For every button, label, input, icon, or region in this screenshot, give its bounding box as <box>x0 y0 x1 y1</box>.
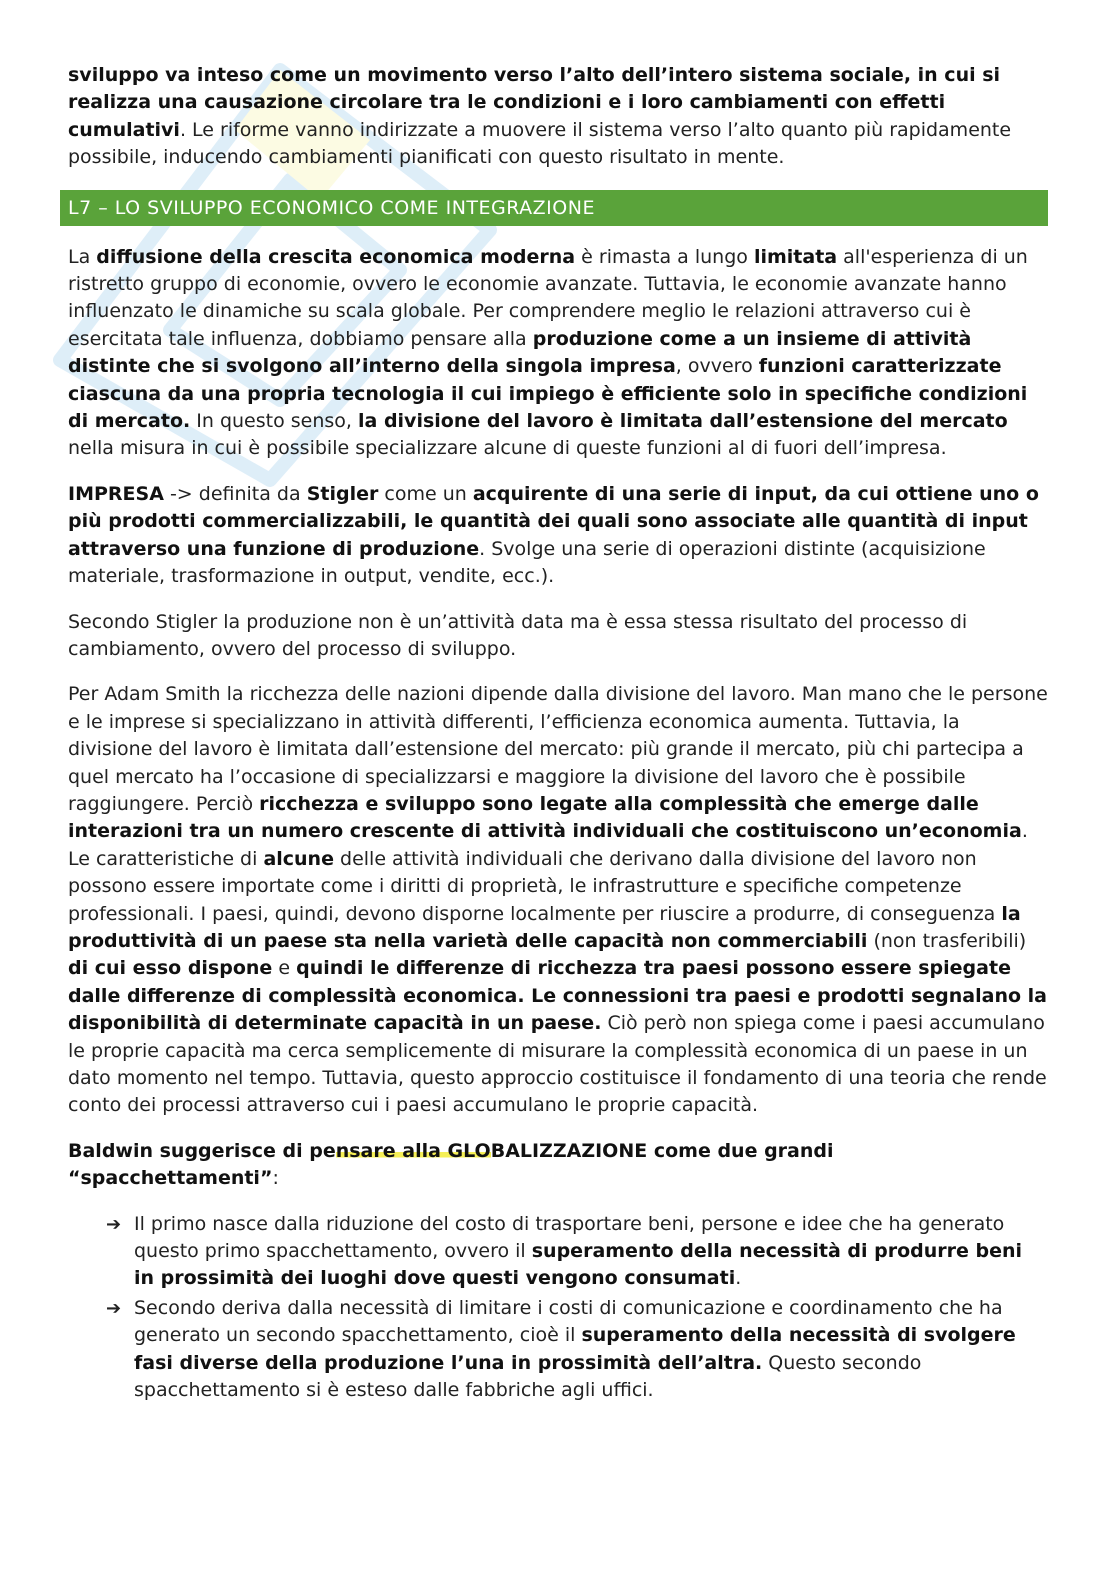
document-page <box>68 62 1048 1406</box>
section-heading: L7 – LO SVILUPPO ECONOMICO COME INTEGRAZIONE <box>60 190 1048 226</box>
paragraph-baldwin: Baldwin suggerisce di pensare alla GLOBALIZZAZIONE come due grandi “spacchettamenti”: <box>68 1139 834 1190</box>
highlighted-text: nsare alla GLO <box>335 1139 491 1162</box>
arrow-right-icon: ➔ <box>106 1297 122 1319</box>
paragraph-adam-smith: Per Adam Smith la ricchezza delle nazioni dipende dalla divisione del lavoro. Man mano che le persone e le imprese si specializzano in attività differenti, l’efficienza economica aumenta. Tuttavia, la divisione del lavoro è limitata dall’estensione del mercato: più grande il mercato, più chi partecipa a quel mercato ha l’occasione di specializzarsi e maggiore la divisione del lavoro che è possibile raggiungere. Perciò ricchezza e sviluppo sono legate alla complessità che emerge dalle interazioni tra un numero crescente di attività individuali che costituiscono un’economia. Le caratteristiche di alcune delle attività individuali che derivano dalla divisione del lavoro non possono essere importate come i diritti di proprietà, le infrastrutture e specifiche competenze professionali. I paesi, quindi, devono disporne localmente per riuscire a produrre, di conseguenza la produttività di un paese sta nella varietà delle capacità non commerciabili (non trasferibili) di cui esso dispone e quindi le differenze di ricchezza tra paesi possono essere spiegate dalle differenze di complessità economica. Le connessioni tra paesi e prodotti segnalano la disponibilità di determinate capacità in un paese. Ciò però non spiega come i paesi accumulano le proprie capacità ma cerca semplicemente di misurare la complessità economica di un paese in un dato momento nel tempo. Tuttavia, questo approccio costituisce il fondamento di una teoria che rende conto dei processi attraverso cui i paesi accumulano le proprie capacità. <box>68 683 1048 1117</box>
bullet-list <box>68 1211 1048 1405</box>
list-item: ➔ Il primo nasce dalla riduzione del costo di trasportare beni, persone e idee che ha generato questo primo spacchettamento, ovvero il superamento della necessità di produrre beni in prossimità dei luoghi dove questi vengono consumati. <box>106 1212 1023 1290</box>
paragraph-impresa: IMPRESA -> definita da Stigler come un acquirente di una serie di input, da cui ottiene uno o più prodotti commercializzabili, le quantità dei quali sono associate alle quantità di input attraverso una funzione di produzione. Svolge una serie di operazioni distinte (acquisizione materiale, trasformazione in output, vendite, ecc.). <box>68 482 1039 588</box>
list-item: ➔ Secondo deriva dalla necessità di limitare i costi di comunicazione e coordinamento che ha generato un secondo spacchettamento, cioè il superamento della necessità di svolgere fasi diverse della produzione l’una in prossimità dell’altra. Questo secondo spacchettamento si è esteso dalle fabbriche agli uffici. <box>106 1296 1016 1402</box>
intro-paragraph: sviluppo va inteso come un movimento verso l’alto dell’intero sistema sociale, in cui si realizza una causazione circolare tra le condizioni e i loro cambiamenti con effetti cumulativi. Le riforme vanno indirizzate a muovere il sistema verso l’alto quanto più rapidamente possibile, inducendo cambiamenti pianificati con questo risultato in mente. <box>68 64 1012 169</box>
paragraph-stigler: Secondo Stigler la produzione non è un’attività data ma è essa stessa risultato del processo di cambiamento, ovvero del processo di sviluppo. <box>68 610 968 660</box>
arrow-right-icon: ➔ <box>106 1213 122 1235</box>
paragraph-diffusione: La diffusione della crescita economica moderna è rimasta a lungo limitata all'esperienza di un ristretto gruppo di economie, ovvero le economie avanzate. Tuttavia, le economie avanzate hanno influenzato le dinamiche su scala globale. Per comprendere meglio le relazioni attraverso cui è esercitata tale influenza, dobbiamo pensare alla produzione come a un insieme di attività distinte che si svolgono all’interno della singola impresa, ovvero funzioni caratterizzate ciascuna da una propria tecnologia il cui impiego è efficiente solo in specifiche condizioni di mercato. In questo senso, la divisione del lavoro è limitata dall’estensione del mercato nella misura in cui è possibile specializzare alcune di queste funzioni al di fuori dell’impresa. <box>68 245 1028 460</box>
